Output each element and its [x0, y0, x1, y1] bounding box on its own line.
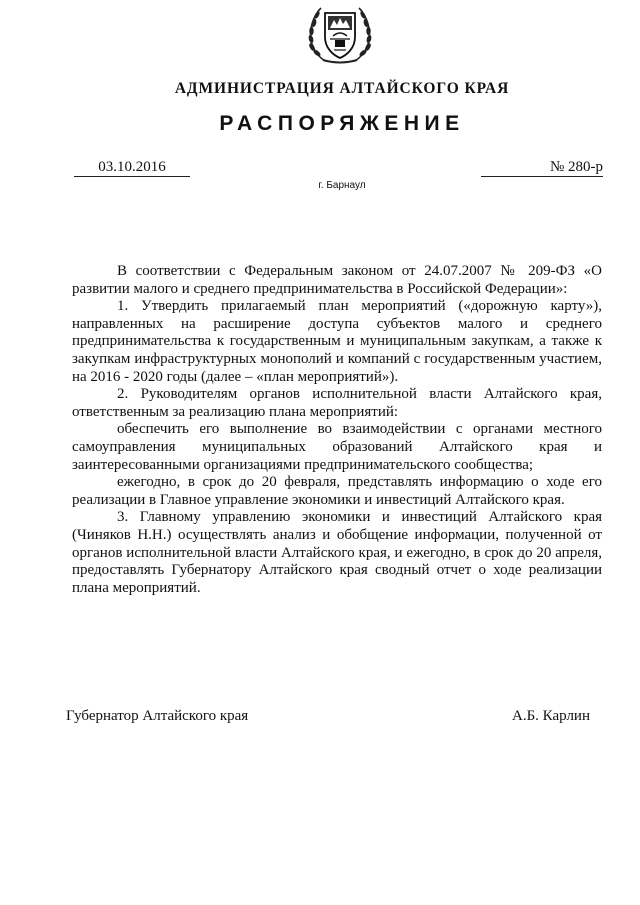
body-paragraph: В соответствии с Федеральным законом от 24.07.2007 № 209-ФЗ «О развитии малого и среднего предпринимательства в Российской Федерации»:	[72, 263, 602, 297]
organization-name: АДМИНИСТРАЦИЯ АЛТАЙСКОГО КРАЯ	[174, 80, 510, 97]
document-type-title: РАСПОРЯЖЕНИЕ	[219, 112, 465, 135]
body-paragraph: 2. Руководителям органов исполнительной власти Алтайского края, ответственным за реализацию плана мероприятий:	[72, 386, 602, 420]
document-body	[72, 263, 602, 597]
signatory-title: Губернатор Алтайского края	[66, 708, 249, 724]
body-paragraph: ежегодно, в срок до 20 февраля, представлять информацию о ходе его реализации в Главное управление экономики и инвестиций Алтайского края.	[72, 474, 602, 508]
body-paragraph: 3. Главному управлению экономики и инвестиций Алтайского края (Чиняков Н.Н.) осуществлять анализ и обобщение информации, полученной от органов исполнительной власти Алтайского края, и ежегодно, в срок до 20 апреля, предоставлять Губернатору Алтайского края сводный отчет о ходе реализации плана мероприятий.	[72, 509, 602, 596]
document-date: 03.10.2016	[74, 158, 190, 177]
coat-of-arms-icon	[303, 3, 377, 65]
document-city: г. Барнаул	[318, 180, 366, 191]
signatory-name: А.Б. Карлин	[511, 708, 590, 724]
body-paragraph: обеспечить его выполнение во взаимодействии с органами местного самоуправления муниципальных образований Алтайского края и заинтересованными организациями предпринимательского сообщества;	[72, 421, 602, 473]
document-number: № 280-р	[481, 158, 603, 177]
body-paragraph: 1. Утвердить прилагаемый план мероприятий («дорожную карту»), направленных на расширение доступа субъектов малого и среднего предпринимательства к государственным и муниципальным закупкам, а также к закупкам инфраструктурных монополий и компаний с государственным участием, на 2016 - 2020 годы (далее – «план мероприятий»).	[72, 298, 602, 385]
